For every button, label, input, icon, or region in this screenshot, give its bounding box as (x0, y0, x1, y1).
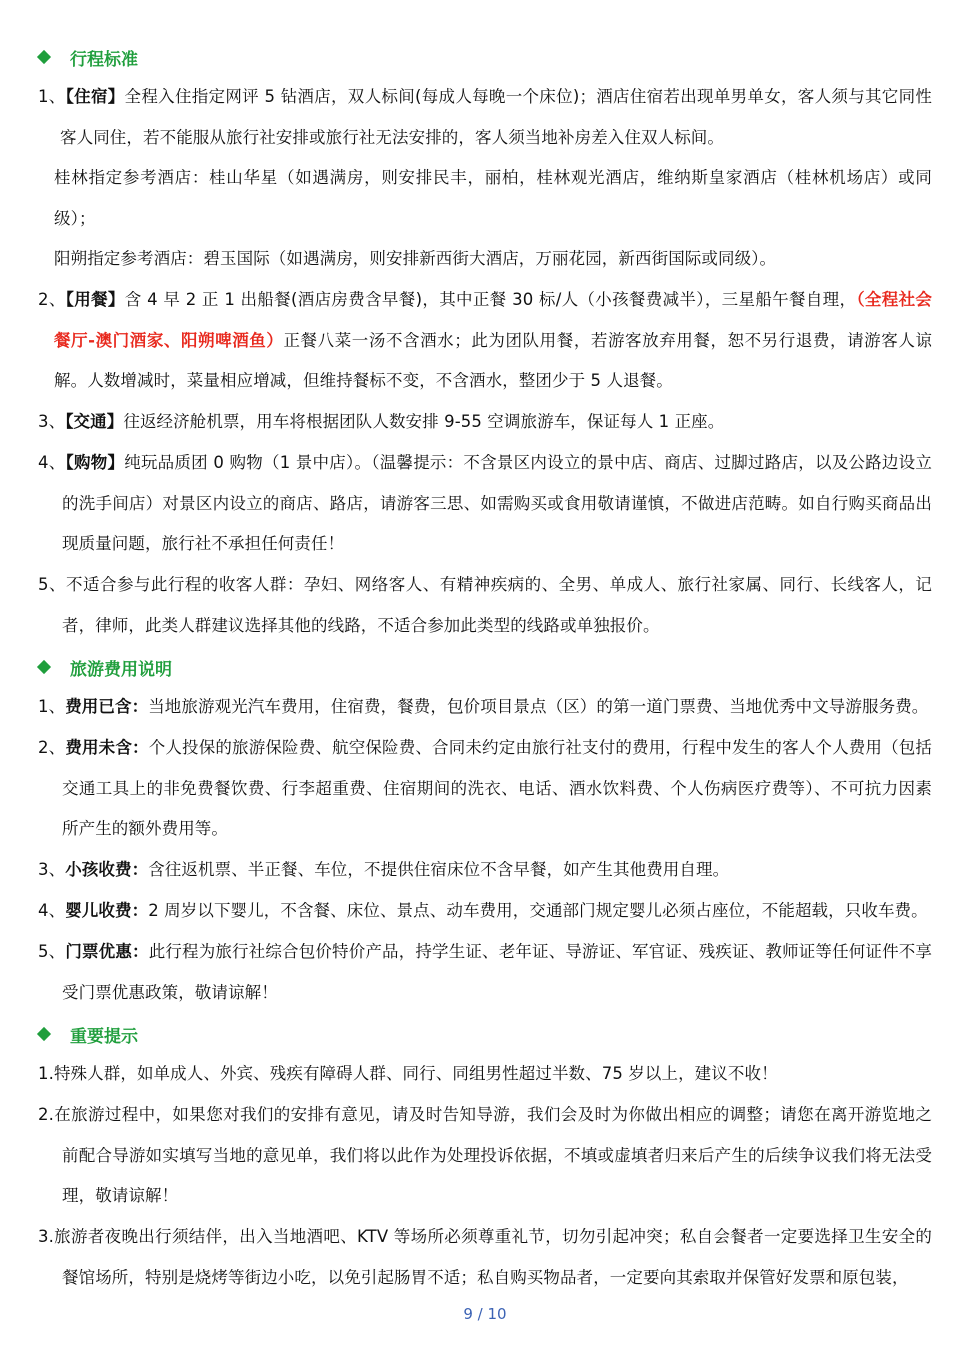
page-number: 9 / 10 (463, 1305, 507, 1323)
yangshuo-hotel-text: 阳朔指定参考酒店：碧玉国际（如遇满房，则安排新西街大酒店，万丽花园，新西街国际或同级）。 (54, 249, 777, 268)
section-heading-itinerary (38, 42, 138, 72)
item-text: 个人投保的旅游保险费、航空保险费、合同未约定由旅行社支付的费用，行程中发生的客人个人费用（包括交通工具上的非免费餐饮费、行李超重费、住宿期间的洗衣、电话、酒水饮料费、个人伤病医疗费等）、不可抗力因素所产生的额外费用等。 (62, 738, 933, 839)
itinerary-item-meals (0, 280, 932, 402)
item-key: 【购物】 (65, 453, 125, 472)
section-heading-cost (38, 652, 172, 682)
itinerary-item-transport (0, 402, 932, 443)
item-key: 门票优惠： (65, 942, 149, 961)
guilin-hotel-paragraph (0, 158, 932, 239)
item-number: 2、 (38, 290, 66, 309)
guilin-hotel-text: 桂林指定参考酒店：桂山华星（如遇满房，则安排民丰，丽柏，桂林观光酒店，维纳斯皇家酒店（桂林机场店）或同级）； (54, 168, 932, 228)
tip-item-2 (0, 1095, 932, 1217)
tip-item-1 (0, 1054, 932, 1095)
item-key: 费用已含： (65, 697, 149, 716)
cost-item-child (0, 850, 932, 891)
cost-item-included (0, 687, 932, 728)
diamond-bullet-icon (38, 1028, 50, 1040)
item-number: 1、 (38, 87, 66, 106)
cost-item-excluded (0, 728, 932, 850)
item-number: 1、 (38, 697, 66, 716)
item-text: 正餐八菜一汤不含酒水；此为团队用餐，若游客放弃用餐，恕不另行退费，请游客人谅解。人数增减时，菜量相应增减，但维持餐标不变，不含酒水，整团少于 5 人退餐。 (54, 330, 932, 391)
item-key: 费用未含： (65, 738, 149, 757)
itinerary-item-shopping (0, 443, 932, 565)
section-title: 重要提示 (70, 1026, 138, 1047)
tip-text: 2.在旅游过程中，如果您对我们的安排有意见，请及时告知导游，我们会及时为你做出相应的调整；请您在离开游览地之前配合导游如实填写当地的意见单，我们将以此作为处理投诉依据，不填或虚填者归来后产生的后续争议我们将无法受理，敬请谅解！ (38, 1105, 932, 1206)
highlight-restaurants: （全程社会餐厅-澳门酒家、阳朔啤酒鱼） (54, 290, 933, 350)
item-text: 当地旅游观光汽车费用，住宿费，餐费，包价项目景点（区）的第一道门票费、当地优秀中文导游服务费。 (148, 697, 929, 716)
tip-text: 1.特殊人群，如单成人、外宾、残疾有障碍人群、同行、同组男性超过半数、75 岁以上，建议不收！ (38, 1064, 778, 1083)
item-key: 【住宿】 (65, 87, 125, 106)
item-number: 4、 (38, 453, 66, 472)
item-text: 2 周岁以下婴儿，不含餐、床位、景点、动车费用，交通部门规定婴儿必须占座位，不能超载，只收车费。 (148, 901, 928, 920)
item-number: 3、 (38, 412, 66, 431)
item-text: 不适合参与此行程的收客人群：孕妇、网络客人、有精神疾病的、全男、单成人、旅行社家属、同行、长线客人，记者，律师，此类人群建议选择其他的线路，不适合参加此类型的线路或单独报价。 (62, 575, 932, 635)
cost-item-infant (0, 891, 932, 932)
item-key: 小孩收费： (65, 860, 149, 879)
diamond-bullet-icon (38, 661, 50, 673)
item-text: 含 4 早 2 正 1 出船餐(酒店房费含早餐)，其中正餐 30 标/人（小孩餐费减半），三星船午餐自理， (124, 290, 857, 309)
item-key: 【交通】 (65, 412, 124, 431)
item-number: 2、 (38, 738, 66, 757)
item-text: 含往返机票、半正餐、车位，不提供住宿床位不含早餐，如产生其他费用自理。 (148, 860, 730, 879)
item-key: 【用餐】 (65, 290, 125, 309)
itinerary-item-unsuitable (0, 565, 932, 646)
item-number: 5、 (38, 575, 66, 594)
item-number: 3、 (38, 860, 66, 879)
item-text: 此行程为旅行社综合包价特价产品，持学生证、老年证、导游证、军官证、残疾证、教师证等任何证件不享受门票优惠政策，敬请谅解！ (62, 942, 933, 1002)
diamond-bullet-icon (38, 51, 50, 63)
item-number: 5、 (38, 942, 66, 961)
cost-item-ticket-discount (0, 932, 932, 1013)
item-number: 4、 (38, 901, 66, 920)
section-title: 旅游费用说明 (70, 659, 172, 680)
section-heading-tips (38, 1019, 138, 1049)
itinerary-item-lodging (0, 77, 970, 158)
section-title: 行程标准 (70, 49, 138, 70)
item-text: 全程入住指定网评 5 钻酒店，双人标间(每成人每晚一个床位)；酒店住宿若出现单男单女，客人须与其它同性客人同住，若不能服从旅行社安排或旅行社无法安排的，客人须当地补房差入住双人标间。 (60, 87, 932, 147)
yangshuo-hotel-paragraph (0, 239, 932, 280)
tip-text: 3.旅游者夜晚出行须结伴，出入当地酒吧、KTV 等场所必须尊重礼节，切勿引起冲突；私自会餐者一定要选择卫生安全的餐馆场所，特别是烧烤等街边小吃，以免引起肠胃不适；私自购买物品者，一定要向其索取并保管好发票和原包装， (38, 1227, 932, 1287)
item-text: 纯玩品质团 0 购物（1 景中店）。（温馨提示：不含景区内设立的景中店、商店、过脚过路店，以及公路边设立的洗手间店）对景区内设立的商店、路店，请游客三思、如需购买或食用敬请谨慎，不做进店范畴。如自行购买商品出现质量问题，旅行社不承担任何责任！ (62, 453, 932, 554)
tip-item-3 (0, 1217, 932, 1298)
item-key: 婴儿收费： (65, 901, 149, 920)
item-text: 往返经济舱机票，用车将根据团队人数安排 9-55 空调旅游车，保证每人 1 正座。 (123, 412, 725, 431)
